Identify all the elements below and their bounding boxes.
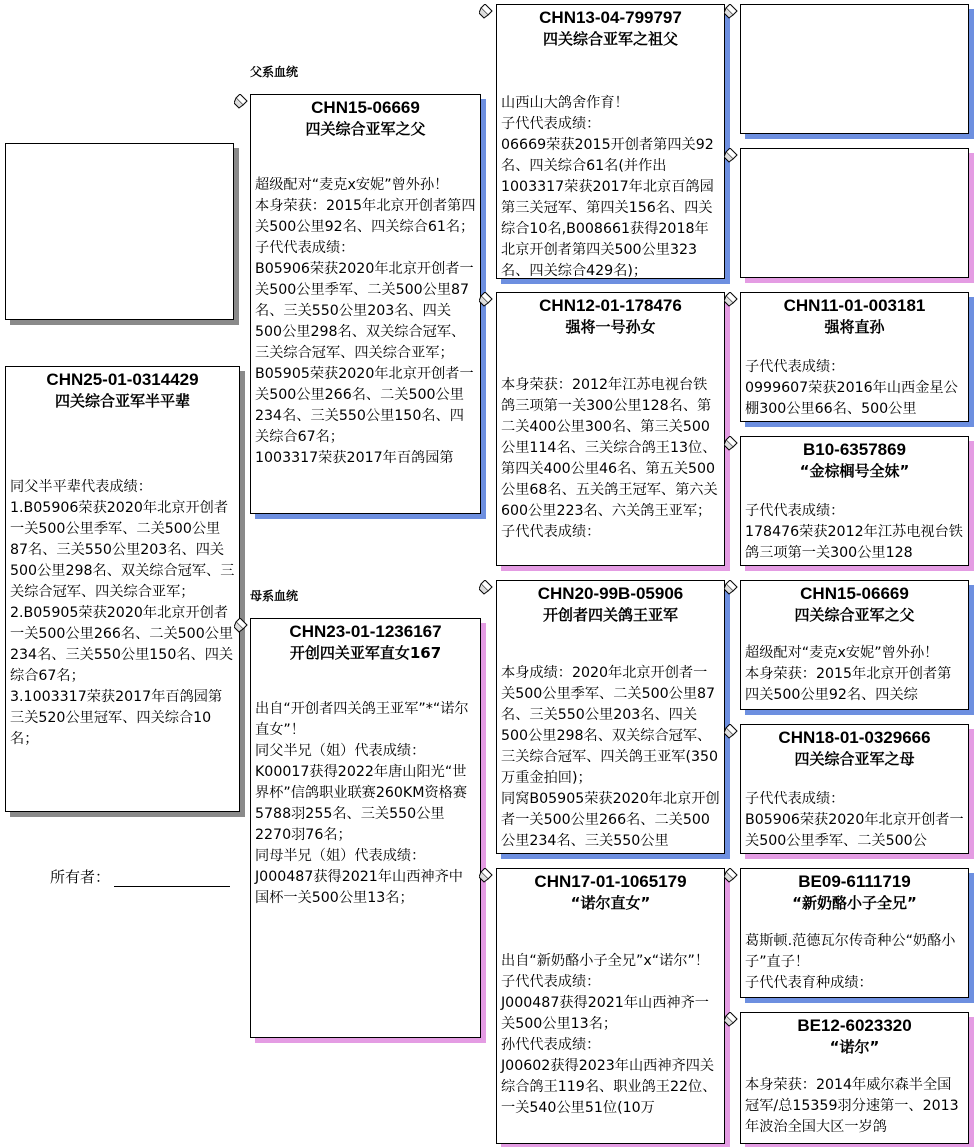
connector-pin-icon <box>724 580 740 596</box>
connector-pin-icon <box>479 292 495 308</box>
owner-field <box>50 866 230 887</box>
sdd-name: “金棕榈号全妹” <box>799 462 910 480</box>
maternal-label: 母系血统 <box>250 589 299 603</box>
sss-card <box>740 4 969 134</box>
dam-sire-card <box>496 580 725 854</box>
sire-name: 四关综合亚军之父 <box>305 120 426 138</box>
sds-ring: CHN11-01-003181 <box>783 296 926 315</box>
dss-ring: CHN15-06669 <box>800 584 909 603</box>
dam-dam-body: 出自“新奶酪小子全兄”x“诺尔”！ 子代代表成绩： J000487获得2021年山西神齐一关500公里13名； 孙代代表成绩： J00602获得2023年山西神齐四关综合鸽王119名、职业鸽王22位、一关540公里51位(10万 <box>501 953 717 1116</box>
sire-dam-body: 本身荣获：2012年江苏电视台铁鸽三项第一关300公里128名、第二关400公里300名、第三关500公里114名、三关综合鸽王13位、第四关400公里46名、第五关500公里68名、五关鸽王冠军、第六关600公里223名、六关鸽王亚军； 子代代表成绩： <box>501 377 718 540</box>
connector-pin-icon <box>234 94 250 110</box>
sire-card <box>250 94 481 514</box>
dds-name: “新奶酪小子全兄” <box>792 894 917 912</box>
sire-dam-ring: CHN12-01-178476 <box>539 296 682 315</box>
dam-sire-ring: CHN20-99B-05906 <box>537 584 684 603</box>
dds-ring: BE09-6111719 <box>798 872 911 891</box>
connector-pin-icon <box>724 436 740 452</box>
dam-body: 出自“开创者四关鸽王亚军”*“诺尔直女”！ 同父半兄（姐）代表成绩： K00017获得2022年唐山阳光“世界杯”信鸽职业联赛260KM资格赛5788羽255名、三关550公里2270羽76名； 同母半兄（姐）代表成绩： J000487获得2021年山西神齐中国杯一关500公里13名； <box>255 701 469 906</box>
sire-body: 超级配对“麦克x安妮”曾外孙！ 本身荣获：2015年北京开创者第四关500公里92名、四关综合61名； 子代代表成绩： B05906荣获2020年北京开创者一关500公里季军、二关500公里87名、三关550公里203名、四关500公里298名、双关综合冠军、三关综合冠军、四关综合亚军； B05905荣获2020年北京开创者一关500公里266名、二关500公里234名、三关550公里150名、四关综合67名； 1003317荣获2017年百鸽园第 <box>255 177 476 466</box>
subject-card <box>5 366 240 812</box>
subject-body: 同父半平辈代表成绩： 1.B05906荣获2020年北京开创者一关500公里季军、二关500公里87名、三关550公里203名、四关500公里298名、双关综合冠军、三关综合冠军、四关综合亚军； 2.B05905荣获2020年北京开创者一关500公里266名、二关500公里234名、三关550公里150名、四关综合67名； 3.1003317荣获2017年百鸽园第三关520公里冠军、四关综合10名； <box>10 479 235 747</box>
owner-label: 所有者： <box>50 868 111 886</box>
sdd-body: 子代代表成绩： 178476荣获2012年江苏电视台铁鸽三项第一关300公里128 <box>745 503 963 561</box>
sdd-card <box>740 436 969 566</box>
connector-pin-icon <box>724 292 740 308</box>
dsd-name: 四关综合亚军之母 <box>794 750 915 768</box>
ddd-name: “诺尔” <box>829 1038 880 1056</box>
ssd-card <box>740 148 969 278</box>
sire-sire-body: 山西山大鸽舍作育！ 子代代表成绩： 06669荣获2015开创者第四关92名、四关综合61名(并作出1003317荣获2017年北京百鸽园第三关冠军、第四关156名、四关综合10名,B008661获得2018年北京开创者第四关500公里323名、四关综合429名)； <box>501 95 714 279</box>
dam-ring: CHN23-01-1236167 <box>289 622 442 641</box>
connector-pin-icon <box>724 148 740 164</box>
dam-sire-body: 本身成绩：2020年北京开创者一关500公里季军、二关500公里87名、三关550公里203名、四关500公里298名、双关综合冠军、三关综合冠军、四关鸽王亚军(350万重金拍回)； 同窝B05905荣获2020年北京开创者一关500公里266名、二关500公里234名、三关550公里 <box>501 665 720 849</box>
sire-ring: CHN15-06669 <box>311 98 420 117</box>
dam-name: 开创四关亚军直女167 <box>289 644 442 662</box>
dsd-ring: CHN18-01-0329666 <box>778 728 931 747</box>
subject-name: 四关综合亚军半平辈 <box>54 392 190 410</box>
connector-pin-icon <box>724 868 740 884</box>
dss-name: 四关综合亚军之父 <box>794 606 915 624</box>
sire-sire-name: 四关综合亚军之祖父 <box>542 30 678 48</box>
dds-card <box>740 868 969 998</box>
dam-card <box>250 618 481 1038</box>
dam-dam-ring: CHN17-01-1065179 <box>534 872 687 891</box>
dds-body: 葛斯顿.范德瓦尔传奇种公“奶酪小子”直子！ 子代代表育种成绩： <box>745 933 956 991</box>
dss-body: 超级配对“麦克x安妮”曾外孙！ 本身荣获：2015年北京开创者第四关500公里92名、四关综 <box>745 645 952 703</box>
dam-sire-name: 开创者四关鸽王亚军 <box>542 606 678 624</box>
connector-pin-icon <box>479 4 495 20</box>
ddd-body: 本身荣获：2014年威尔森半全国冠军/总15359羽分速第一、2013年波治全国大区一岁鸽 <box>745 1077 959 1135</box>
sire-sire-card <box>496 4 725 279</box>
connector-pin-icon <box>479 868 495 884</box>
sire-sire-ring: CHN13-04-799797 <box>539 8 682 27</box>
sds-card <box>740 292 969 422</box>
subject-ring: CHN25-01-0314429 <box>46 370 199 389</box>
sire-dam-name: 强将一号孙女 <box>565 318 656 336</box>
ddd-ring: BE12-6023320 <box>797 1016 912 1035</box>
owner-blank-line <box>114 872 230 887</box>
sire-dam-card <box>496 292 725 566</box>
connector-pin-icon <box>479 580 495 596</box>
sds-name: 强将直孙 <box>824 318 885 336</box>
dam-dam-name: “诺尔直女” <box>570 894 651 912</box>
connector-pin-icon <box>724 724 740 740</box>
connector-pin-icon <box>234 618 250 634</box>
connector-pin-icon <box>724 4 740 20</box>
photo-frame <box>5 143 234 320</box>
dss-card <box>740 580 969 710</box>
sds-body: 子代代表成绩： 0999607荣获2016年山西金星公棚300公里66名、500公里 <box>745 359 958 417</box>
dam-dam-card <box>496 868 725 1144</box>
connector-pin-icon <box>724 1012 740 1028</box>
ddd-card <box>740 1012 969 1144</box>
dsd-body: 子代代表成绩： B05906荣获2020年北京开创者一关500公里季军、二关500公 <box>745 791 964 849</box>
sdd-ring: B10-6357869 <box>802 440 907 459</box>
dsd-card <box>740 724 969 854</box>
paternal-label: 父系血统 <box>250 65 299 79</box>
